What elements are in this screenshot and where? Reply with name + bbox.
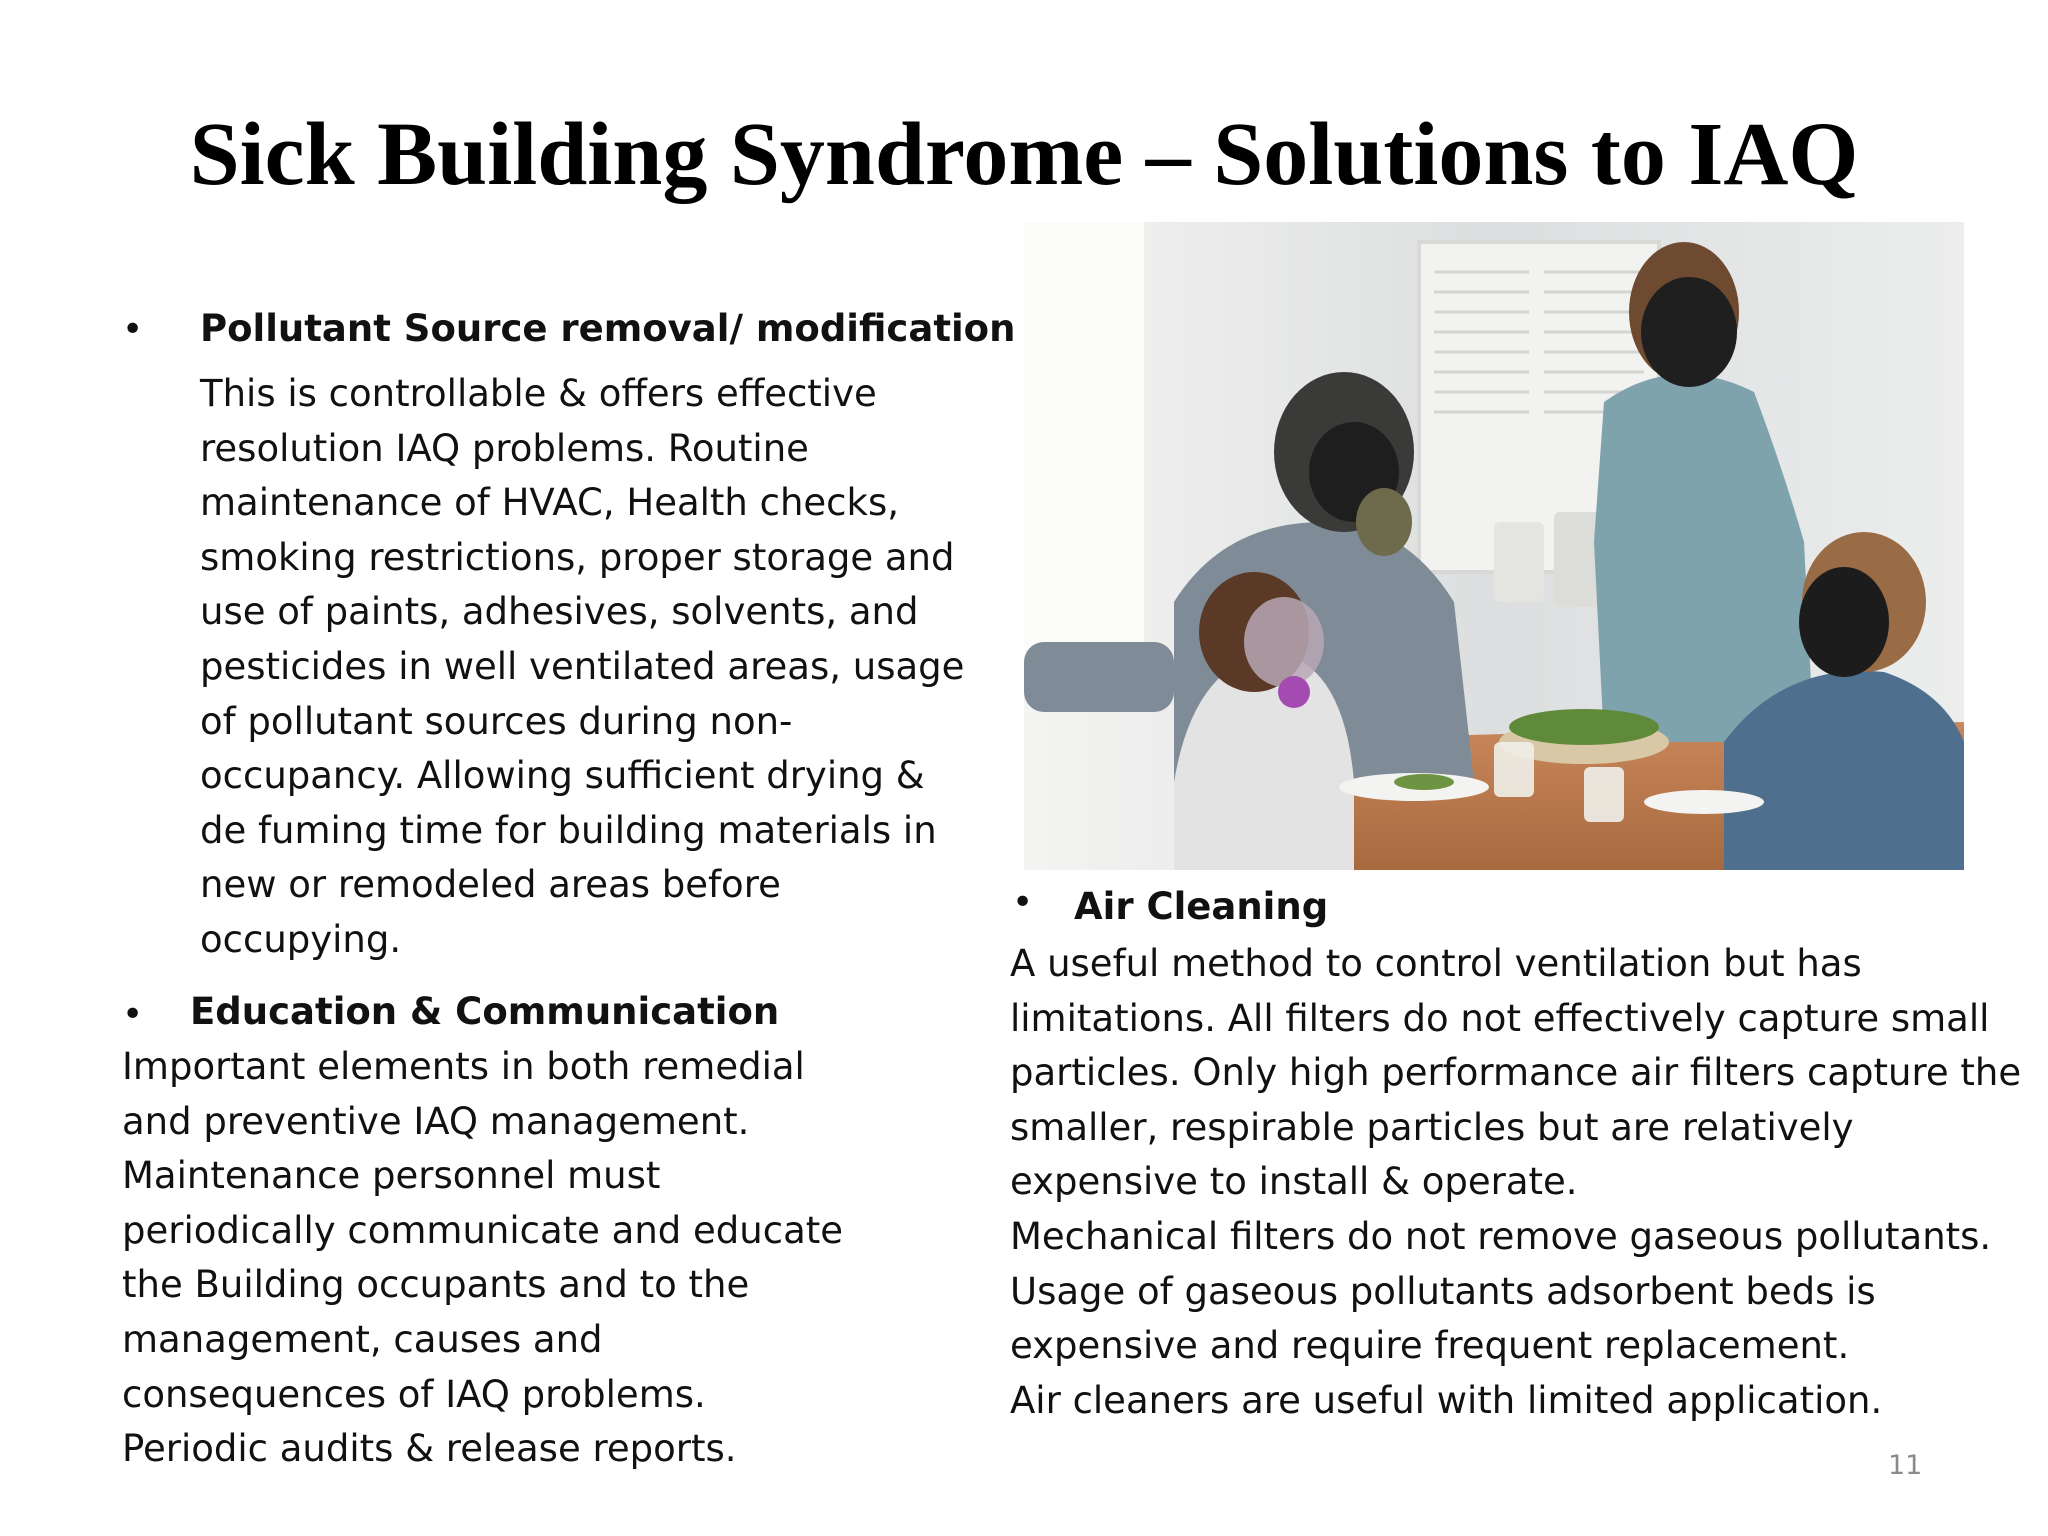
section-body-air-cleaning [1010, 937, 2021, 1428]
text-line: Periodic audits & release reports. [122, 1427, 737, 1471]
section-body-pollutant-source [200, 367, 964, 968]
text-line: of pollutant sources during non- [200, 699, 793, 743]
text-line: This is controllable & offers effective [200, 372, 877, 415]
text-line: maintenance of HVAC, Health checks, [200, 481, 899, 525]
text-line: consequences of IAQ problems. [122, 1372, 706, 1416]
text-line: expensive and require frequent replacement. [1010, 1324, 1850, 1368]
text-line: expensive to install & operate. [1010, 1160, 1578, 1204]
section-heading-air-cleaning: Air Cleaning [1074, 885, 1329, 928]
text-line: limitations. All filters do not effectively capture small [1010, 996, 1990, 1040]
slide-title: Sick Building Syndrome – Solutions to IAQ [189, 105, 1859, 204]
text-line: pesticides in well ventilated areas, usage [200, 644, 965, 688]
text-line: occupying. [200, 917, 402, 961]
section-body-education [122, 1040, 843, 1477]
text-line: Air cleaners are useful with limited application. [1010, 1378, 1883, 1422]
text-line: de fuming time for building materials in [200, 808, 937, 852]
text-line: the Building occupants and to the [122, 1263, 750, 1307]
text-line: smoking restrictions, proper storage and [200, 535, 955, 579]
text-line: new or remodeled areas before [200, 863, 781, 907]
section-heading-pollutant-source: Pollutant Source removal/ modification [200, 307, 1016, 350]
section-heading-education: Education & Communication [190, 990, 780, 1033]
text-line: particles. Only high performance air filters capture the [1010, 1051, 2022, 1095]
text-line: Maintenance personnel must [122, 1154, 661, 1198]
text-line: Mechanical filters do not remove gaseous pollutants. [1010, 1214, 1992, 1258]
text-line: Important elements in both remedial [122, 1045, 805, 1088]
text-line: occupancy. Allowing sufficient drying & [200, 754, 925, 798]
bullet-marker: • [122, 994, 144, 1035]
text-line: and preventive IAQ management. [122, 1099, 750, 1143]
bullet-marker: • [122, 309, 144, 350]
text-line: resolution IAQ problems. Routine [200, 426, 809, 470]
text-line: smaller, respirable particles but are relatively [1010, 1105, 1854, 1149]
family-in-gas-masks-photo [1024, 222, 1964, 870]
text-line: use of paints, adhesives, solvents, and [200, 590, 919, 634]
text-line: A useful method to control ventilation but has [1010, 942, 1862, 985]
text-line: Usage of gaseous pollutants adsorbent beds is [1010, 1269, 1876, 1313]
bullet-marker: • [1012, 882, 1034, 923]
text-line: periodically communicate and educate [122, 1208, 844, 1252]
text-line: management, causes and [122, 1317, 603, 1361]
page-number: 11 [1888, 1450, 1923, 1481]
